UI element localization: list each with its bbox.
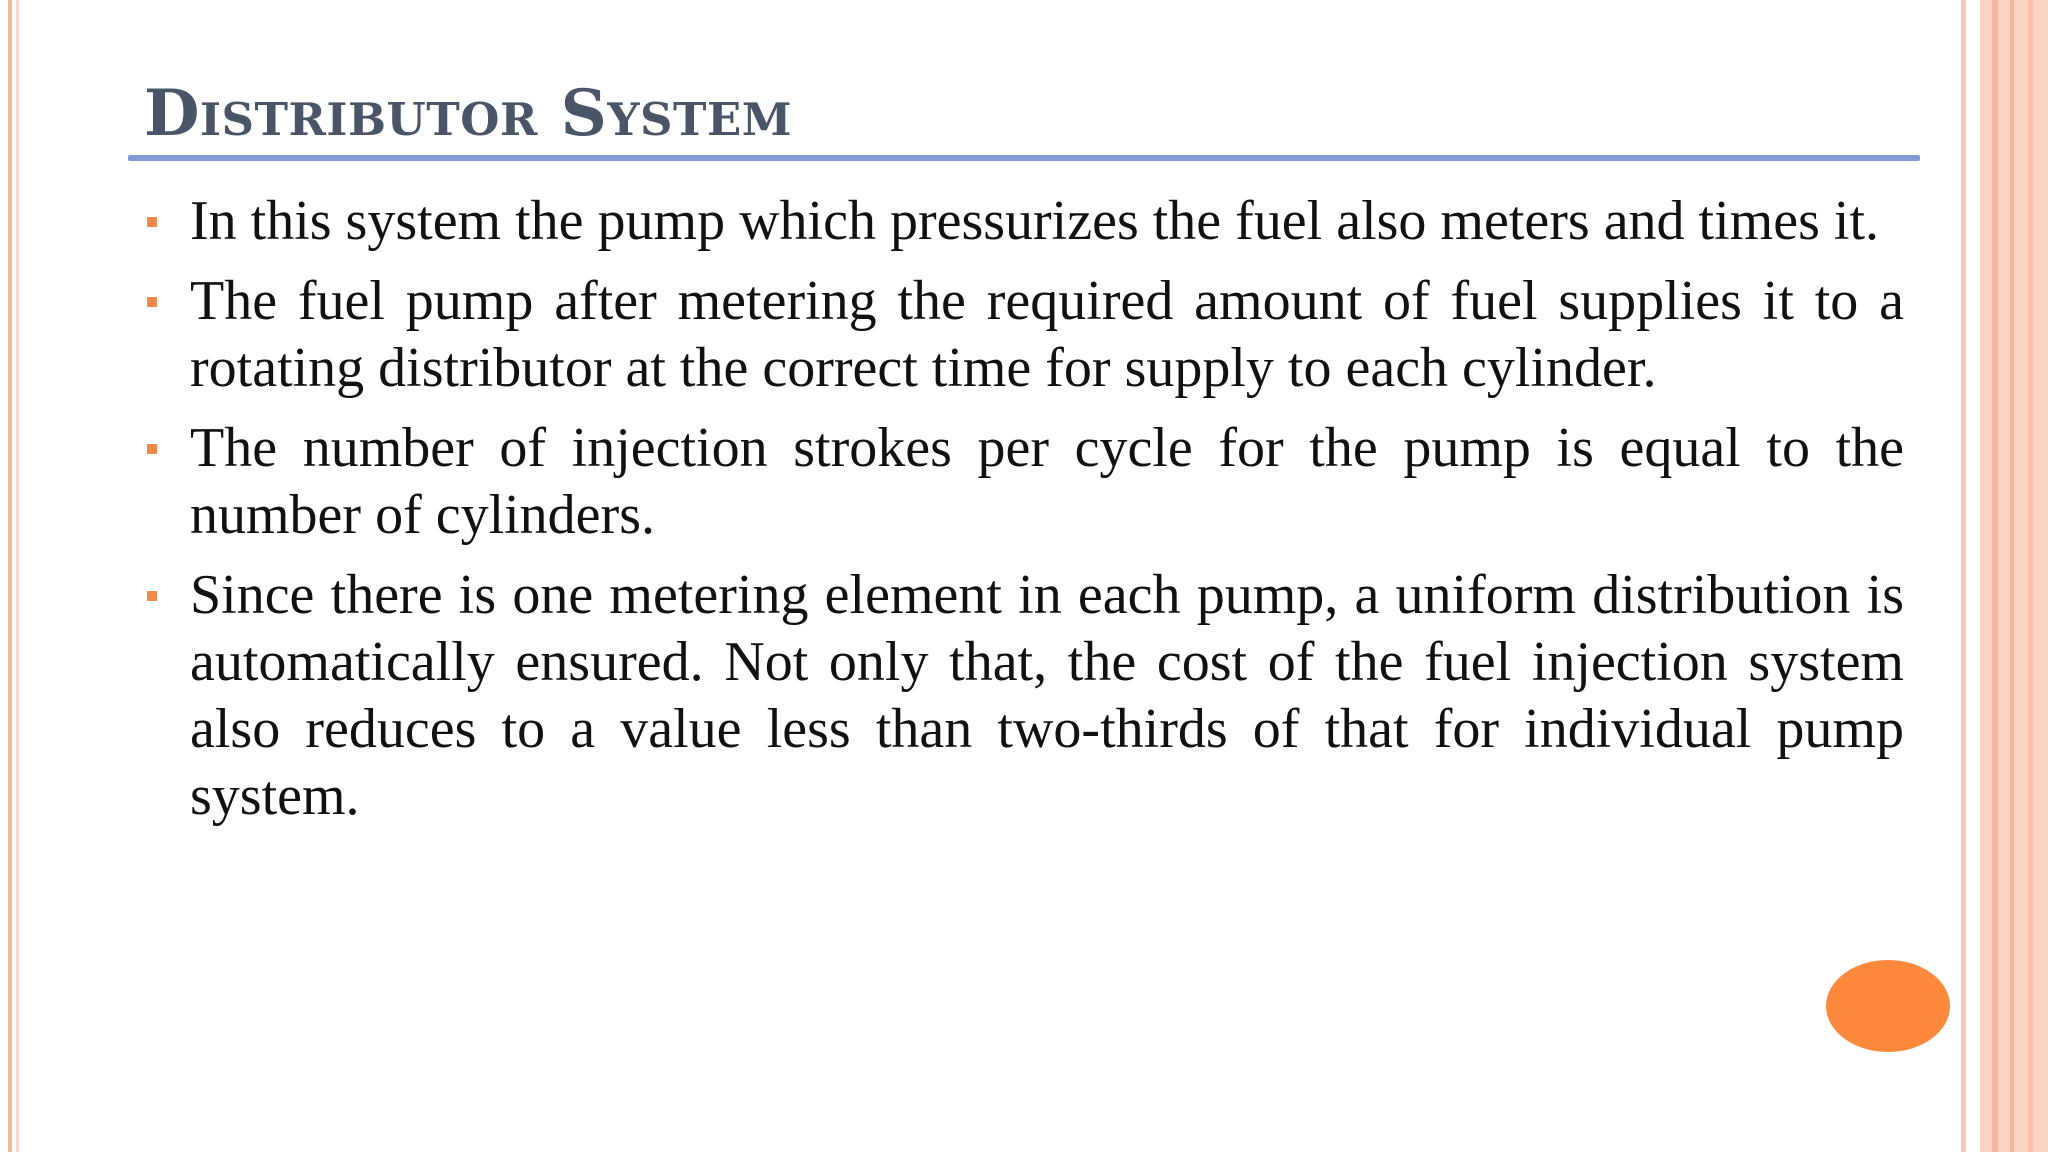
bullet-item xyxy=(190,562,1904,830)
bullet-list xyxy=(190,188,1904,843)
bullet-item xyxy=(190,268,1904,402)
bullet-item xyxy=(190,188,1904,255)
bullet-text: In this system the pump which pressurizes the fuel also meters and times it. xyxy=(190,190,1879,252)
bullet-text: Since there is one metering element in each pump, a uniform distribution is automatically ensured. Not only that, the cost of the fuel injection system also reduces to a value less than two-thirds of that for individual pump system. xyxy=(190,564,1904,827)
bullet-square-icon xyxy=(147,591,157,601)
bullet-text: The fuel pump after metering the required amount of fuel supplies it to a rotating distributor at the correct time for supply to each cylinder. xyxy=(190,270,1904,399)
left-border-stripe xyxy=(8,0,12,1152)
right-border-stripe-wide xyxy=(1980,0,2048,1152)
right-border-stripe-a xyxy=(1992,0,1998,1152)
slide-title: Distributor System xyxy=(144,76,793,151)
right-border-stripe-thin xyxy=(1961,0,1966,1152)
bullet-square-icon xyxy=(147,217,157,227)
bullet-square-icon xyxy=(147,297,157,307)
right-border-stripe-c xyxy=(2028,0,2033,1152)
title-underline xyxy=(128,155,1920,161)
bullet-square-icon xyxy=(147,444,157,454)
left-border-stripe-inner xyxy=(16,0,19,1152)
decorative-orange-circle xyxy=(1826,960,1950,1052)
bullet-item xyxy=(190,415,1904,549)
right-border-stripe-b xyxy=(2010,0,2014,1152)
bullet-text: The number of injection strokes per cycle for the pump is equal to the number of cylinders. xyxy=(190,417,1904,546)
